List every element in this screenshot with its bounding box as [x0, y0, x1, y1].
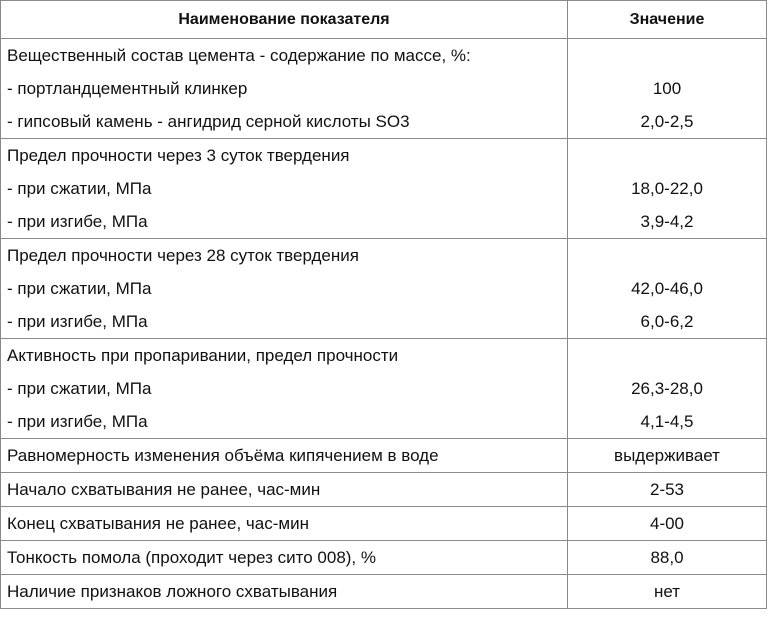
row-name: Конец схватывания не ранее, час-мин	[1, 507, 568, 541]
table-row	[1, 105, 767, 139]
row-name: Тонкость помола (проходит через сито 008), %	[1, 541, 568, 575]
row-value: 6,0-6,2	[568, 305, 767, 339]
row-name: Равномерность изменения объёма кипячением в воде	[1, 439, 568, 473]
row-name: - при изгибе, МПа	[1, 305, 568, 339]
row-name: - при сжатии, МПа	[1, 272, 568, 305]
header-name: Наименование показателя	[1, 1, 568, 39]
table-row	[1, 72, 767, 105]
table-row	[1, 172, 767, 205]
row-value: 42,0-46,0	[568, 272, 767, 305]
table-row	[1, 205, 767, 239]
row-name: - при сжатии, МПа	[1, 372, 568, 405]
row-value: 88,0	[568, 541, 767, 575]
row-name: Вещественный состав цемента - содержание по массе, %:	[1, 39, 568, 73]
row-value: 2-53	[568, 473, 767, 507]
row-value	[568, 139, 767, 173]
row-value	[568, 39, 767, 73]
table-row	[1, 305, 767, 339]
row-name: Начало схватывания не ранее, час-мин	[1, 473, 568, 507]
table-row	[1, 339, 767, 373]
row-value	[568, 339, 767, 373]
row-value: 4,1-4,5	[568, 405, 767, 439]
row-value	[568, 239, 767, 273]
table-row	[1, 439, 767, 473]
header-value: Значение	[568, 1, 767, 39]
row-value: выдерживает	[568, 439, 767, 473]
row-name: - портландцементный клинкер	[1, 72, 568, 105]
row-value: 2,0-2,5	[568, 105, 767, 139]
row-name: - при изгибе, МПа	[1, 405, 568, 439]
row-value: 3,9-4,2	[568, 205, 767, 239]
row-value: 26,3-28,0	[568, 372, 767, 405]
row-value: 100	[568, 72, 767, 105]
table-row	[1, 39, 767, 73]
table-row	[1, 575, 767, 609]
table-row	[1, 372, 767, 405]
row-name: Наличие признаков ложного схватывания	[1, 575, 568, 609]
row-name: Предел прочности через 3 суток твердения	[1, 139, 568, 173]
table-row	[1, 541, 767, 575]
table-row	[1, 272, 767, 305]
table-row	[1, 405, 767, 439]
row-name: - при изгибе, МПа	[1, 205, 568, 239]
table-header-row	[1, 1, 767, 39]
table-row	[1, 139, 767, 173]
row-name: - гипсовый камень - ангидрид серной кислоты SO3	[1, 105, 568, 139]
row-name: Предел прочности через 28 суток твердения	[1, 239, 568, 273]
table-row	[1, 507, 767, 541]
table-row	[1, 239, 767, 273]
row-value: нет	[568, 575, 767, 609]
row-value: 18,0-22,0	[568, 172, 767, 205]
row-name: Активность при пропаривании, предел прочности	[1, 339, 568, 373]
row-name: - при сжатии, МПа	[1, 172, 568, 205]
table-row	[1, 473, 767, 507]
row-value: 4-00	[568, 507, 767, 541]
